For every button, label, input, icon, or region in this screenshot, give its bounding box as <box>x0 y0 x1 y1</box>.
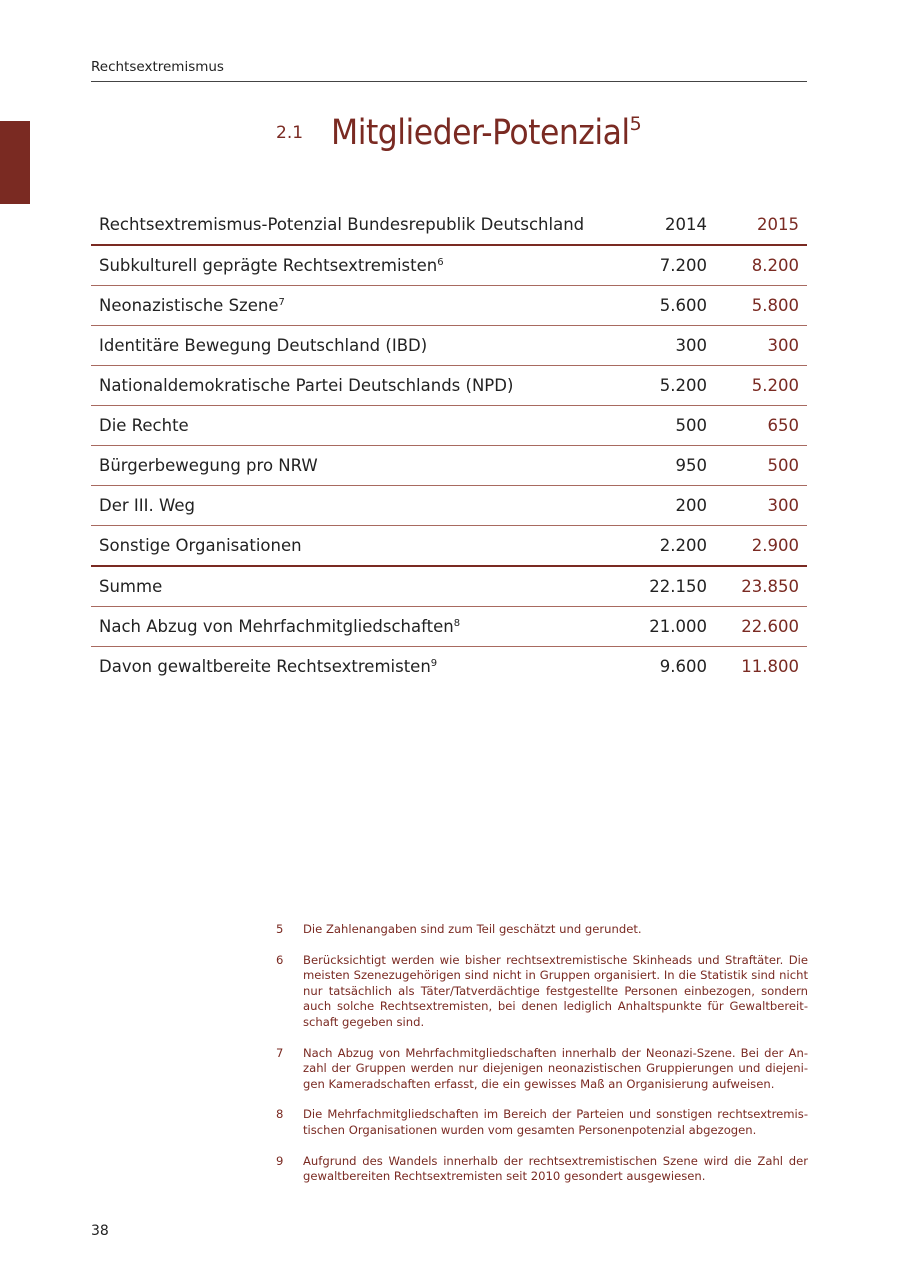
section-footnote-ref: 5 <box>629 113 642 135</box>
value-2014: 22.150 <box>609 566 715 607</box>
row-label-text: Subkulturell geprägte Rechtsextremisten <box>99 256 438 275</box>
header-rule <box>91 81 807 82</box>
footnote-text: Aufgrund des Wandels innerhalb der rechtsextremistischen Szene wird die Zahl der gewaltbereiten Rechtsextremisten seit 2010 gesondert ausgewiesen. <box>303 1153 808 1184</box>
footnote-ref: 9 <box>430 658 438 669</box>
footnote <box>276 922 808 938</box>
table-row <box>91 526 807 567</box>
value-2015: 650 <box>715 406 807 446</box>
table-row <box>91 286 807 326</box>
row-label <box>91 326 609 366</box>
page-number: 38 <box>91 1223 109 1239</box>
running-header: Rechtsextremismus <box>91 59 224 75</box>
value-2015: 300 <box>715 486 807 526</box>
value-2014: 5.600 <box>609 286 715 326</box>
section-title: Mitglieder-Potenzial <box>331 113 630 153</box>
row-label <box>91 366 609 406</box>
table-row <box>91 486 807 526</box>
footnote-ref: 7 <box>278 297 285 308</box>
value-2015: 23.850 <box>715 566 807 607</box>
footnote-number: 9 <box>276 1153 284 1168</box>
value-2014: 7.200 <box>609 245 715 286</box>
row-label <box>91 446 609 486</box>
row-label-text: Davon gewaltbereite Rechtsextremisten <box>99 657 431 676</box>
value-2015: 5.200 <box>715 366 807 406</box>
row-label-text: Der III. Weg <box>99 496 195 515</box>
row-label-text: Identitäre Bewegung Deutschland (IBD) <box>99 336 428 355</box>
table-header-2015: 2015 <box>715 205 807 245</box>
table-row <box>91 607 807 647</box>
value-2015: 22.600 <box>715 607 807 647</box>
table-header-label: Rechtsextremismus-Potenzial Bundesrepublik Deutschland <box>91 205 609 245</box>
footnote <box>276 1154 808 1185</box>
footnote-number: 5 <box>276 922 284 936</box>
table-row <box>91 326 807 366</box>
value-2014: 5.200 <box>609 366 715 406</box>
row-label <box>91 245 609 286</box>
row-label-text: Bürgerbewegung pro NRW <box>99 456 318 475</box>
footnote-ref: 8 <box>453 618 461 629</box>
section-number: 2.1 <box>276 123 304 143</box>
footnote-text: Die Zahlenangaben sind zum Teil geschätzt und gerundet. <box>303 922 642 936</box>
table-row <box>91 647 807 687</box>
footnote-ref: 6 <box>437 257 444 268</box>
value-2014: 21.000 <box>609 607 715 647</box>
table-row <box>91 366 807 406</box>
footnote <box>276 1107 808 1138</box>
row-label-text: Die Rechte <box>99 416 189 435</box>
footnotes <box>276 922 808 1200</box>
table-row <box>91 406 807 446</box>
value-2014: 200 <box>609 486 715 526</box>
value-2014: 2.200 <box>609 526 715 567</box>
value-2015: 2.900 <box>715 526 807 567</box>
row-label-text: Summe <box>99 577 163 596</box>
potential-table <box>91 205 807 686</box>
table-header-row <box>91 205 807 245</box>
table-row <box>91 566 807 607</box>
value-2014: 9.600 <box>659 657 707 676</box>
footnote-text: Berücksichtigt werden wie bisher rechtsextremistische Skinheads und Straftäter. Die meisten Szenezugehörigen sind nicht in Gruppen organisiert. In die Statistik sind nicht nur tatsächlich als Täter/Tatverdächtige festgestellte Personen einbezogen, sondern auch solche Rechtsextremisten, bei denen lediglich Anhaltspunkte für Gewaltbereitschaft gegeben sind. <box>303 952 808 1029</box>
table-header-2014: 2014 <box>609 205 715 245</box>
row-label <box>91 526 609 567</box>
value-2015: 500 <box>715 446 807 486</box>
value-2014: 500 <box>609 406 715 446</box>
row-label-text: Nach Abzug von Mehrfachmitgliedschaften <box>99 617 454 636</box>
chapter-tab-marker <box>0 121 30 204</box>
table-row <box>91 245 807 286</box>
value-2015: 8.200 <box>715 245 807 286</box>
footnote <box>276 953 808 1031</box>
row-label <box>91 607 609 647</box>
row-label-text: Nationaldemokratische Partei Deutschlands (NPD) <box>99 376 514 395</box>
footnote <box>276 1046 808 1093</box>
value-2015: 5.800 <box>715 286 807 326</box>
row-label-text: Sonstige Organisationen <box>99 536 302 555</box>
footnote-text: Nach Abzug von Mehrfachmitgliedschaften innerhalb der Neonazi-Szene. Bei der Anzahl der Gruppen werden nur diejenigen neonazistischen Gruppierungen und diejenigen Kameradschaften erfasst, die ein gewisses Maß an Organisierung aufweisen. <box>303 1045 808 1091</box>
row-label <box>91 647 609 687</box>
section-heading <box>276 113 642 153</box>
row-label <box>91 406 609 446</box>
table-row <box>91 446 807 486</box>
footnote-text: Die Mehrfachmitgliedschaften im Bereich der Parteien und sonstigen rechtsextremistischen Organisationen wurden vom gesamten Personenpotenzial abgezogen. <box>303 1107 808 1137</box>
row-label <box>91 486 609 526</box>
footnote-number: 8 <box>276 1107 284 1122</box>
row-label <box>91 566 609 607</box>
value-2015: 300 <box>715 326 807 366</box>
row-label-text: Neonazistische Szene <box>99 296 279 315</box>
value-2014: 300 <box>609 326 715 366</box>
value-2014: 950 <box>609 446 715 486</box>
footnote-number: 6 <box>276 952 284 967</box>
row-label <box>91 286 609 326</box>
footnote-number: 7 <box>276 1045 284 1060</box>
value-2015: 11.800 <box>741 657 799 676</box>
